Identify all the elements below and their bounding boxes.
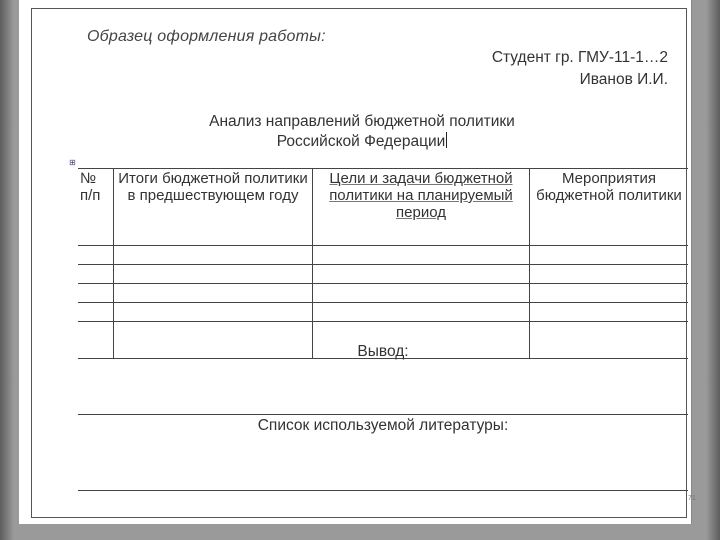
slide [19, 0, 696, 524]
header-goals-text: Цели и задачи бюджетной политики на планируемый период [329, 170, 513, 221]
header-goals [313, 169, 530, 246]
table-cell[interactable] [530, 303, 689, 322]
references-divider [78, 490, 688, 491]
conclusion-label: Вывод: [357, 343, 409, 360]
table-header-row [78, 169, 688, 246]
table-row [78, 246, 688, 265]
table-cell[interactable] [114, 284, 313, 303]
student-group: Студент гр. ГМУ-11-1…2 [491, 49, 668, 66]
table-cell[interactable] [78, 303, 114, 322]
table-cell[interactable] [114, 246, 313, 265]
table-cell[interactable] [313, 284, 530, 303]
budget-policy-table [78, 168, 688, 359]
document-page [31, 8, 696, 518]
table-move-handle-icon[interactable]: ⊞ [69, 158, 76, 167]
student-name: Иванов И.И. [579, 71, 668, 88]
conclusion-divider [78, 414, 688, 415]
table-cell[interactable] [313, 303, 530, 322]
heading-line-1: Анализ направлений бюджетной политики [209, 113, 515, 130]
table-cell[interactable] [313, 265, 530, 284]
table-cell[interactable] [114, 265, 313, 284]
page-number: 71 [688, 495, 696, 502]
table-cell[interactable] [78, 246, 114, 265]
table-row [78, 284, 688, 303]
references-label: Список используемой литературы: [257, 417, 509, 434]
header-measures: Мероприятия бюджетной политики [530, 169, 689, 246]
header-number-text: № п/п [80, 170, 101, 204]
document-heading [192, 112, 532, 152]
table-cell[interactable] [530, 284, 689, 303]
text-cursor [446, 132, 447, 148]
table-row [78, 265, 688, 284]
header-number [78, 169, 114, 246]
table-cell[interactable] [530, 246, 689, 265]
table-cell[interactable] [78, 284, 114, 303]
table-cell[interactable] [78, 265, 114, 284]
header-results: Итоги бюджетной политики в предшествующем году [114, 169, 313, 246]
sample-title: Образец оформления работы: [87, 28, 326, 45]
table-cell[interactable] [114, 303, 313, 322]
table-cell[interactable] [313, 246, 530, 265]
heading-line-2 [192, 132, 532, 152]
table-cell[interactable] [530, 265, 689, 284]
table-row [78, 303, 688, 322]
heading-line-2-text: Российской Федерации [276, 133, 446, 150]
student-info [492, 47, 668, 91]
